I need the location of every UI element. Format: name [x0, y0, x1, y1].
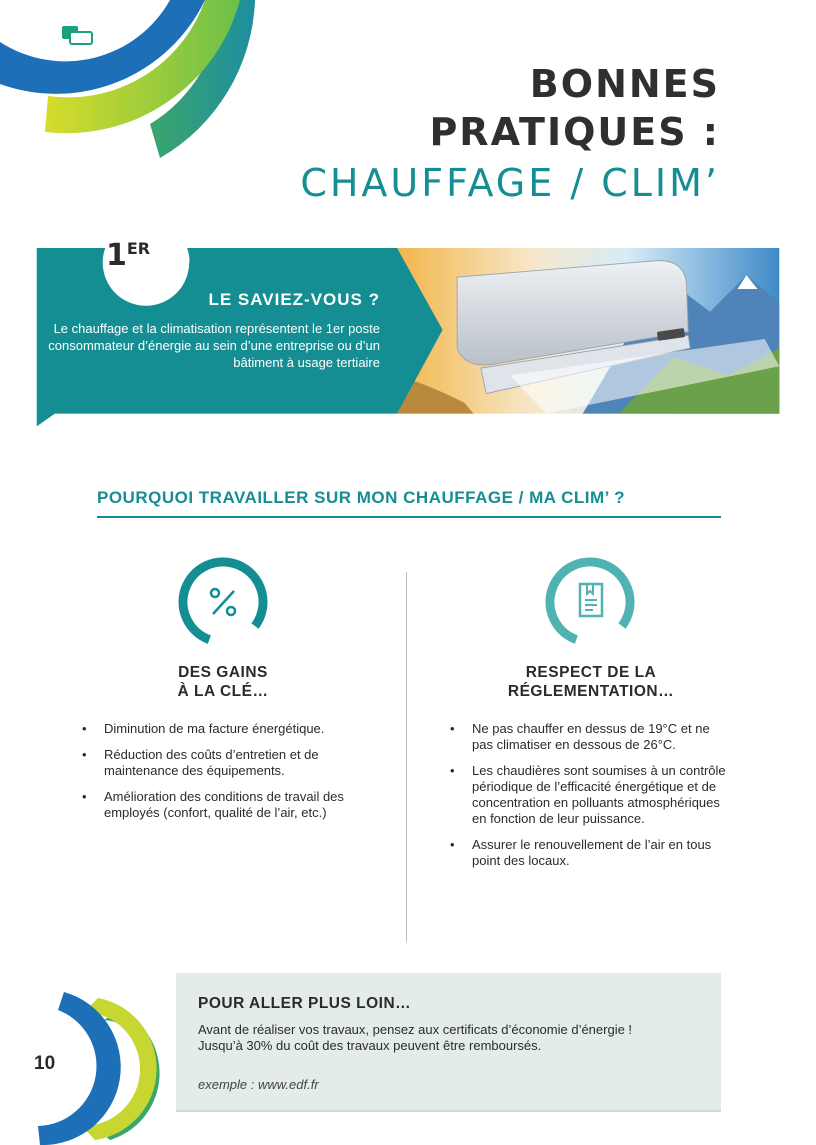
page-title	[300, 60, 720, 210]
badge-suffix: ER	[126, 239, 151, 258]
list-item: • Assurer le renouvellement de l’air en tous point des locaux.	[448, 837, 730, 869]
section-heading: POURQUOI TRAVAILLER SUR MON CHAUFFAGE / MA CLIM’ ?	[97, 488, 721, 518]
column-2-list	[448, 721, 730, 879]
list-item: • Amélioration des conditions de travail des employés (confort, qualité de l’air, etc.)	[80, 789, 362, 821]
list-item: • Diminution de ma facture énergétique.	[80, 721, 362, 737]
page-number: 10	[34, 1053, 56, 1074]
further-info-example-link[interactable]: exemple : www.edf.fr	[198, 1077, 319, 1092]
top-left-swoosh-decoration	[0, 0, 300, 170]
banner-title: LE SAVIEZ-VOUS ?	[208, 290, 380, 309]
column-1-title-line-2: À LA CLÉ…	[177, 683, 269, 700]
list-item: • Ne pas chauffer en dessus de 19°C et ne pas climatiser en dessous de 26°C.	[448, 721, 730, 753]
column-divider	[406, 572, 407, 942]
percent-icon	[178, 557, 268, 647]
column-2-title	[481, 663, 701, 701]
badge-label	[106, 238, 150, 273]
further-info-title: POUR ALLER PLUS LOIN…	[198, 995, 412, 1012]
title-accent: CHAUFFAGE / CLIM’	[300, 161, 720, 205]
column-1-title	[113, 663, 333, 701]
further-info-body: Avant de réaliser vos travaux, pensez aux certificats d’économie d’énergie ! Jusqu’à 30% du coût des travaux peuvent être remboursés.	[198, 1022, 633, 1053]
document-icon	[545, 557, 635, 647]
column-2-title-line-1: RESPECT DE LA	[525, 664, 657, 681]
column-1-title-line-1: DES GAINS	[178, 664, 268, 681]
list-item: • Les chaudières sont soumises à un contrôle périodique de l’efficacité énergétique et de concentration en polluants atmosphériques en fonction de leur puissance.	[448, 763, 730, 827]
badge-number: 1	[106, 238, 127, 273]
title-line-1: BONNES	[529, 62, 720, 106]
list-item: • Réduction des coûts d’entretien et de maintenance des équipements.	[80, 747, 362, 779]
title-line-2: PRATIQUES :	[429, 110, 720, 154]
column-2-title-line-2: RÉGLEMENTATION…	[507, 683, 675, 700]
bottom-left-swoosh-decoration	[0, 990, 160, 1145]
column-1-list	[80, 721, 362, 831]
banner-body: Le chauffage et la climatisation représentent le 1er poste consommateur d’énergie au sein d’une entreprise ou d’un bâtiment à usage tertiaire	[48, 321, 380, 370]
